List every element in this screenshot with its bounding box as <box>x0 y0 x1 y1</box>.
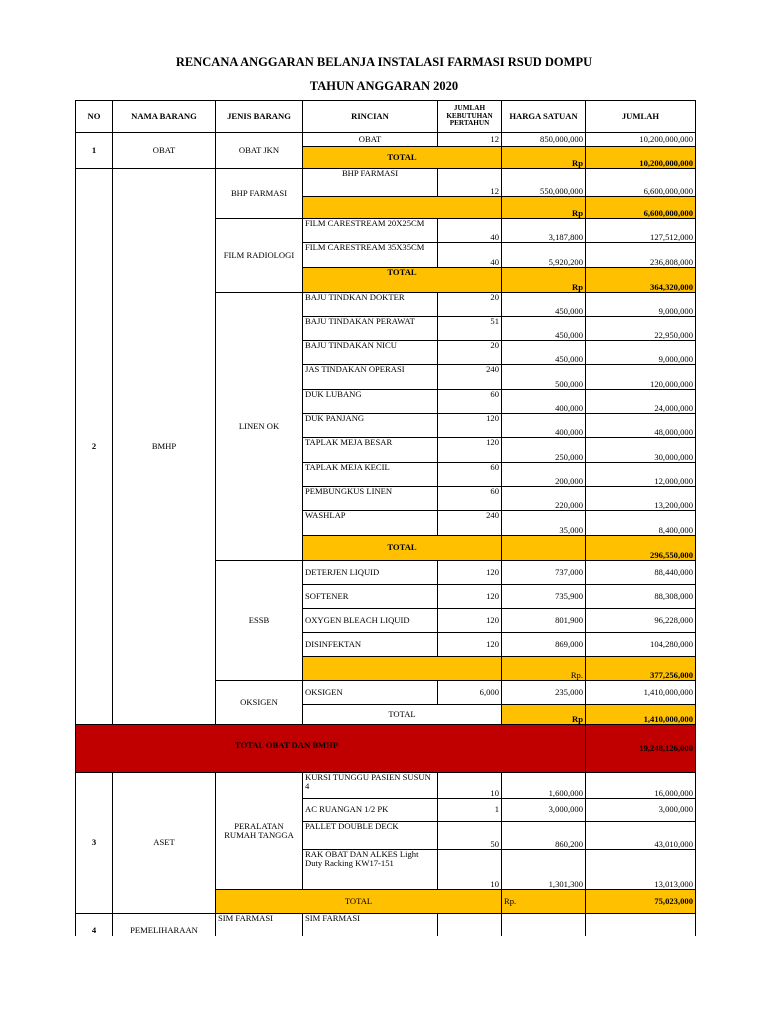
qty: 240 <box>438 365 502 390</box>
header-row <box>76 101 696 133</box>
jumlah: 236,808,000 <box>586 243 696 268</box>
budget-table <box>75 100 696 936</box>
nama-barang: PEMELIHARAAN <box>113 914 216 936</box>
jenis-barang: BHP FARMASI <box>216 169 303 219</box>
harga: 400,000 <box>502 390 586 414</box>
rincian: FILM CARESTREAM 20X25CM <box>303 219 438 243</box>
jumlah: 104,280,000 <box>586 633 696 657</box>
total-currency: Rp <box>502 705 586 725</box>
jumlah: 24,000,000 <box>586 390 696 414</box>
nama-barang: OBAT <box>113 133 216 169</box>
jumlah: 96,228,000 <box>586 609 696 633</box>
harga: 1,301,300 <box>502 850 586 890</box>
rincian: DUK PANJANG <box>303 414 438 438</box>
harga: 235,000 <box>502 681 586 705</box>
header-jenis-barang: JENIS BARANG <box>216 101 303 133</box>
qty: 12 <box>438 133 502 147</box>
harga: 500,000 <box>502 365 586 390</box>
rincian: KURSI TUNGGU PASIEN SUSUN 4 <box>303 773 438 799</box>
harga: 220,000 <box>502 487 586 511</box>
qty: 12 <box>438 169 502 197</box>
jumlah: 6,600,000,000 <box>586 169 696 197</box>
qty: 40 <box>438 219 502 243</box>
row-no: 4 <box>76 914 113 936</box>
table-row <box>76 773 696 799</box>
table-row <box>76 914 696 936</box>
grand-total-row <box>76 725 696 773</box>
harga: 450,000 <box>502 293 586 317</box>
total-label: TOTAL <box>303 147 502 169</box>
qty: 60 <box>438 487 502 511</box>
harga: 3,187,800 <box>502 219 586 243</box>
harga: 5,920,200 <box>502 243 586 268</box>
header-rincian: RINCIAN <box>303 101 438 133</box>
rincian: RAK OBAT DAN ALKES Light Duty Racking KW17-151 <box>303 850 438 890</box>
jenis-barang: OKSIGEN <box>216 681 303 725</box>
total-value: 1,410,000,000 <box>586 705 696 725</box>
harga: 735,900 <box>502 585 586 609</box>
rincian: PEMBUNGKUS LINEN <box>303 487 438 511</box>
rincian: AC RUANGAN 1/2 PK <box>303 799 438 822</box>
rincian: OBAT <box>303 133 438 147</box>
document-title: RENCANA ANGGARAN BELANJA INSTALASI FARMASI RSUD DOMPU <box>175 55 593 69</box>
rincian: OKSIGEN <box>303 681 438 705</box>
total-label-empty <box>303 197 502 219</box>
header-harga-satuan: HARGA SATUAN <box>502 101 586 133</box>
header-jumlah: JUMLAH <box>586 101 696 133</box>
jenis-barang: LINEN OK <box>216 293 303 561</box>
qty: 60 <box>438 463 502 487</box>
qty: 50 <box>438 822 502 850</box>
total-value: 377,256,000 <box>586 657 696 681</box>
total-currency: Rp <box>502 197 586 219</box>
rincian: DETERJEN LIQUID <box>303 561 438 585</box>
qty: 120 <box>438 414 502 438</box>
rincian: OXYGEN BLEACH LIQUID <box>303 609 438 633</box>
harga: 737,000 <box>502 561 586 585</box>
qty: 120 <box>438 585 502 609</box>
qty: 10 <box>438 773 502 799</box>
row-no: 2 <box>76 169 113 725</box>
rincian: BAJU TINDKAN DOKTER <box>303 293 438 317</box>
total-label: TOTAL <box>303 705 502 725</box>
qty: 240 <box>438 511 502 536</box>
rincian: FILM CARESTREAM 35X35CM <box>303 243 438 268</box>
harga: 250,000 <box>502 438 586 463</box>
jumlah: 16,000,000 <box>586 773 696 799</box>
harga: 200,000 <box>502 463 586 487</box>
jumlah: 30,000,000 <box>586 438 696 463</box>
qty: 51 <box>438 317 502 341</box>
total-currency-empty <box>502 536 586 561</box>
jumlah: 8,400,000 <box>586 511 696 536</box>
harga: 801,900 <box>502 609 586 633</box>
rincian: PALLET DOUBLE DECK <box>303 822 438 850</box>
total-label: TOTAL <box>216 890 502 914</box>
harga-empty <box>502 914 586 936</box>
harga: 860,200 <box>502 822 586 850</box>
rincian: BAJU TINDAKAN PERAWAT <box>303 317 438 341</box>
rincian: SIM FARMASI <box>303 914 438 936</box>
jumlah-empty <box>586 914 696 936</box>
total-label-empty <box>303 657 502 681</box>
harga: 1,600,000 <box>502 773 586 799</box>
rincian: TAPLAK MEJA BESAR <box>303 438 438 463</box>
total-label: TOTAL <box>303 536 502 561</box>
qty: 120 <box>438 609 502 633</box>
rincian: TAPLAK MEJA KECIL <box>303 463 438 487</box>
jumlah: 13,200,000 <box>586 487 696 511</box>
qty: 60 <box>438 390 502 414</box>
jumlah: 48,000,000 <box>586 414 696 438</box>
jenis-barang: ESSB <box>216 561 303 681</box>
jumlah: 22,950,000 <box>586 317 696 341</box>
total-value: 364,320,000 <box>586 268 696 293</box>
jenis-barang: OBAT JKN <box>216 133 303 169</box>
row-no: 1 <box>76 133 113 169</box>
jumlah: 127,512,000 <box>586 219 696 243</box>
document-subtitle: TAHUN ANGGARAN 2020 <box>309 79 459 93</box>
total-currency: Rp <box>502 147 586 169</box>
jumlah: 13,013,000 <box>586 850 696 890</box>
qty: 40 <box>438 243 502 268</box>
harga: 869,000 <box>502 633 586 657</box>
jumlah: 12,000,000 <box>586 463 696 487</box>
total-currency: Rp. <box>502 657 586 681</box>
qty-empty <box>438 914 502 936</box>
jumlah: 1,410,000,000 <box>586 681 696 705</box>
qty: 20 <box>438 341 502 365</box>
rincian: SOFTENER <box>303 585 438 609</box>
jumlah: 120,000,000 <box>586 365 696 390</box>
header-no: NO <box>76 101 113 133</box>
grand-total-label: TOTAL OBAT DAN BMHP <box>76 725 586 773</box>
jumlah: 10,200,000,000 <box>586 133 696 147</box>
rincian: WASHLAP <box>303 511 438 536</box>
qty: 6,000 <box>438 681 502 705</box>
header-jumlah-kebutuhan: JUMLAH KEBUTUHAN PERTAHUN <box>438 101 502 133</box>
table-row <box>76 133 696 145</box>
total-value: 10,200,000,000 <box>586 147 696 169</box>
harga: 450,000 <box>502 317 586 341</box>
jumlah: 9,000,000 <box>586 341 696 365</box>
jumlah: 3,000,000 <box>586 799 696 822</box>
rincian: BHP FARMASI <box>303 169 438 197</box>
jenis-barang: PERALATAN RUMAH TANGGA <box>216 773 303 890</box>
qty: 20 <box>438 293 502 317</box>
qty: 10 <box>438 850 502 890</box>
rincian: DUK LUBANG <box>303 390 438 414</box>
total-value: 296,550,000 <box>586 536 696 561</box>
total-value: 6,600,000,000 <box>586 197 696 219</box>
harga: 850,000,000 <box>502 133 586 147</box>
jumlah: 9,000,000 <box>586 293 696 317</box>
jenis-barang: SIM FARMASI <box>216 914 303 936</box>
qty: 1 <box>438 799 502 822</box>
harga: 3,000,000 <box>502 799 586 822</box>
header-nama-barang: NAMA BARANG <box>113 101 216 133</box>
total-value: 75,023,000 <box>586 890 696 914</box>
qty: 120 <box>438 438 502 463</box>
harga: 35,000 <box>502 511 586 536</box>
jumlah: 43,010,000 <box>586 822 696 850</box>
harga: 400,000 <box>502 414 586 438</box>
jumlah: 88,440,000 <box>586 561 696 585</box>
row-no: 3 <box>76 773 113 914</box>
total-label: TOTAL <box>303 268 502 293</box>
qty: 120 <box>438 633 502 657</box>
table-row <box>76 169 696 197</box>
jenis-barang: FILM RADIOLOGI <box>216 219 303 293</box>
total-currency: Rp. <box>502 890 586 914</box>
qty: 120 <box>438 561 502 585</box>
rincian: DISINFEKTAN <box>303 633 438 657</box>
nama-barang: ASET <box>113 773 216 914</box>
nama-barang: BMHP <box>113 169 216 725</box>
jumlah: 88,308,000 <box>586 585 696 609</box>
rincian: BAJU TINDAKAN NICU <box>303 341 438 365</box>
harga: 550,000,000 <box>502 169 586 197</box>
harga: 450,000 <box>502 341 586 365</box>
rincian: JAS TINDAKAN OPERASI <box>303 365 438 390</box>
total-currency: Rp <box>502 268 586 293</box>
grand-total-value: 19,248,126,000 <box>586 725 696 773</box>
